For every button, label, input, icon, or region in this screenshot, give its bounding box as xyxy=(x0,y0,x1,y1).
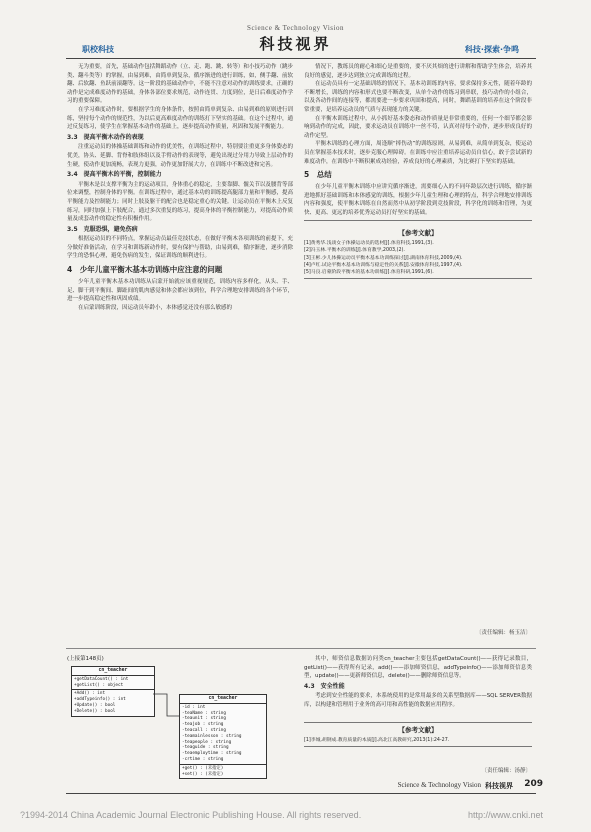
section-heading: 3.4 提高平衡木的平衡，控制能力 xyxy=(67,171,162,179)
section-label-left: 职校科技 xyxy=(82,45,114,54)
uml-class-name: cn_teacher xyxy=(180,695,266,704)
journal-name-zh: 科技视界 xyxy=(259,35,332,53)
reference-rule xyxy=(304,722,532,723)
body-paragraph: 在启蒙训练阶段，因运动员年龄小，本体感觉还没有那么敏感的 xyxy=(78,304,233,311)
uml-member: +Delete() : bool xyxy=(74,708,116,714)
reference-item: [1]黄秀华.浅谈女子体操运动员的选材[J].体育科技,1991,(3). xyxy=(304,241,434,247)
uml-member: +get() : (未指定) xyxy=(182,765,224,771)
uml-member: -teajob : string xyxy=(182,722,224,728)
reference-item: [5]马良.启蒙阶段平衡木的基本功训练[J].体育科研,1991,(6). xyxy=(304,269,434,275)
major-heading: 4 少年儿童平衡木基本功训练中应注意的问题 xyxy=(67,265,223,275)
body-paragraph: 在学习难度动作时，要根据学生的身体条件，按照由简单到复杂、由易到难的原则进行训练，坚持每个动作的规范性，为以后更高难度动作的训练打下坚实的基础。在这个过程中，通过反复练习，使学生在掌握基本动作的基础上，逐步提高动作质量，巩固和发展平衡能力。 xyxy=(67,106,293,131)
body-paragraph: 少年儿童平衡木基本功训练从启蒙开始就应该重视规范，训练内容多样化，从头、手、足、脚干到平衡间、脚趾间的肌肉感觉和体会都应该到位，科学合理地安排训练的各个环节，进一步提高稳定性和巩固成绩。 xyxy=(67,279,293,303)
reference-rule xyxy=(304,746,532,747)
footer-journal-en: Science & Technology Vision xyxy=(397,781,481,789)
uml-member: -teaunit : string xyxy=(182,716,226,722)
body-paragraph: 考虑到安全性能的要求，本系统使用的是常用最多的关系型数据库——SQL SERVER数据库，以构建和管理用于业务的高可用和高性能的数据应用程序。 xyxy=(304,693,532,708)
uml-class-diagram xyxy=(67,654,293,804)
body-paragraph: 平衡木是以支撑平衡为主的运动项目，身体重心的稳定，主要靠脚、髋关节以及腰背等部位来调整，控制身体的平衡。在训练过程中，通过基本功的训练提高腿部力量和平衡感，提高平衡能力及控制能力；同时上肢及躯干的配合也是稳定重心的关键。让运动员在平衡木上反复练习，同时加强上下肢配合，通过多次重复的练习，提高身体的平衡控制能力，对提高动作质量及成套动作的稳定性有积极作用。 xyxy=(67,181,293,223)
page-number: 209 xyxy=(524,779,543,789)
uml-member: +addTypeinfo() : int xyxy=(74,697,126,703)
body-paragraph: 平衡木训练的心理方面，周逢顺“摔伤动”的训练原则，从易到难，从简单到复杂，使运动员在掌握基本技术时，逐步克服心理障碍。在训练中应注重培养运动员自信心，敢于尝试新的难度动作，在训练中不断积累成功经验，养成良好的心理素质，为比赛打下坚实的基础。 xyxy=(304,141,532,165)
reference-item: [2]冯玉林.平衡木的训练[J].体育教学,2003,(2). xyxy=(304,248,405,254)
reference-item: [3]王彬.少儿体操运动员平衡木基本功训练探讨[J].湖南体育科技,2009,(4). xyxy=(304,255,463,261)
uml-class-name: cn_teacher xyxy=(72,667,154,676)
reference-item: [1]李城,胡钢成.教育质量的本质[J].高北江高教研究,2013(1):24-27. xyxy=(304,738,450,744)
source-url: http://www.cnki.net xyxy=(467,810,543,820)
footer-rule xyxy=(66,793,536,794)
continued-note: (上接第148页) xyxy=(67,656,104,662)
body-paragraph: 在少年儿童平衡木训练中应讲究循序渐进，需要细心入的不同年龄层次进行训练，循序渐进地抓好基础训练和本体感觉的训练，根据少年儿童生理和心理的特点，科学合理地安排训练内容和强度，使平衡木训练在自然而然中从初学阶段到竞技阶段，科学化的训练和管理，为更快、更高、更远的培养优秀运动员打好坚实的基础。 xyxy=(304,184,532,216)
section-heading: 3.5 克服恐惧，避免伤病 xyxy=(67,225,138,233)
uml-member: -teamainlesson : string xyxy=(182,733,242,739)
section-heading: 4.3 安全性能 xyxy=(304,682,345,690)
reference-rule xyxy=(304,278,532,279)
uml-member: -teaemploytime : string xyxy=(182,751,242,757)
uml-member: +Update() : bool xyxy=(74,702,116,708)
editor-credit: 〔责任编辑：杨玉洁〕 xyxy=(475,630,531,636)
left-column xyxy=(67,63,293,312)
uml-member: -teapeople : string xyxy=(182,739,232,745)
copyright-text: ?1994-2014 China Academic Journal Electronic Publishing House. All rights reserved. xyxy=(20,810,362,820)
body-paragraph: 其中，师资信息数据访问类cn_teacher主要包括getDataCount()——获得记录数目，getList()——获得所有记录，add()——添加师资信息，addTypeinfo()——添加师资信息类型，update()——更新师资信息，delete()——删除师资信息等。 xyxy=(304,656,532,680)
body-paragraph: 无为重要，首先，基础动作包括舞蹈动作（立、走、跑、跳、转等）和小技巧动作（跳步类、翻斗类等）的掌握，由易到难，由简单到复杂，循序渐进的进行训练，如，侧手翻、前软翻、后软翻、鱼跃前滚翻等。这一阶段的基础动作中，不能不注意对动作的训练要求，正确的动作是完成难度动作的基础，身体各部位要求规范，动作连贯、力度到位，是日后难度动作学习的重要保障。 xyxy=(67,64,293,105)
references-title: 【参考文献】 xyxy=(398,725,438,734)
body-paragraph: 在运动员具有一定基础训练的情况下，基本功训练的内容，要求保持多元性，随着年龄的不断增长，训练的内容和形式也要不断改变，从单个动作的练习到串联，技巧动作的小组合，以及各动作间的连接等，都需要进一步要求巩固和提高，同时，舞蹈基训的培养在这个阶段非常重要，是培养运动员的气质与表现能力的关键。 xyxy=(304,81,532,113)
references-title: 【参考文献】 xyxy=(398,228,438,237)
article-separator xyxy=(66,648,536,649)
uml-member: +getDataCount() : int xyxy=(74,676,129,682)
body-paragraph: 根据运动员的不同特点，掌握运动员最佳竞技状态，在做好平衡木各项训练的前提下，充分做好准备活动，在学习和训练新动作时，要有保护与帮助，由易到难，循序渐进，逐步消除学生的恐惧心理，避免伤病的发生，保证训练的顺利进行。 xyxy=(67,236,293,260)
uml-member: +set() : (未指定) xyxy=(182,771,224,777)
reference-rule xyxy=(304,220,532,221)
editor-credit: 〔责任编辑：汤静〕 xyxy=(481,768,531,774)
section-heading: 3.3 提高平衡木动作的表现 xyxy=(67,133,144,141)
header-rule xyxy=(66,58,536,59)
conclusion-heading: 5 总结 xyxy=(304,170,332,180)
uml-member: -id : int xyxy=(182,704,206,710)
section-label-right: 科技·探索·争鸣 xyxy=(464,45,519,54)
body-paragraph: 注重运动员的体操基础训练和动作的优美性，在训练过程中，特别要注重更多身体姿态的优美，协头、延脚、背脊和肢体组以及手臂动作的表现等，避免出现过分用力导致上层动作的生硬，使动作更加流畅，表现力更强，动作更加舒展大方，在训练中不断改进和完善。 xyxy=(67,144,293,168)
body-paragraph: 在平衡木训练过程中，从小抓好基本姿态和动作质量是非常重要的，任何一个细节都会影响到动作的完成，因此，要求运动员在训练中一丝不苟，认真对待每个动作，逐步形成良好的动作定型。 xyxy=(304,115,532,139)
uml-member: -teaguide : string xyxy=(182,745,229,751)
body-paragraph: 情况下，教练员的耐心和细心是重要的，要不厌其烦的进行讲解和帮助学生体会，培养其良好的感觉，逐步达到独立完成训练的过程。 xyxy=(304,64,532,79)
right-column xyxy=(304,63,532,281)
uml-member: -teacall : string xyxy=(182,727,226,733)
footer-journal-zh: 科技视界 xyxy=(485,782,513,790)
uml-member: +Add() : int xyxy=(74,691,106,697)
reference-item: [4]卢红.试论平衡木基本功训练与稳定性的关系[J].安徽体育科技,1997,(4). xyxy=(304,262,463,268)
uml-member: +getList() : object xyxy=(74,682,124,688)
uml-member: -crtime : string xyxy=(182,756,224,762)
bottom-right-column xyxy=(304,655,532,749)
journal-name-en: Science & Technology Vision xyxy=(247,24,344,32)
uml-member: -teaName : string xyxy=(182,710,226,716)
uml-association-line xyxy=(67,654,293,804)
